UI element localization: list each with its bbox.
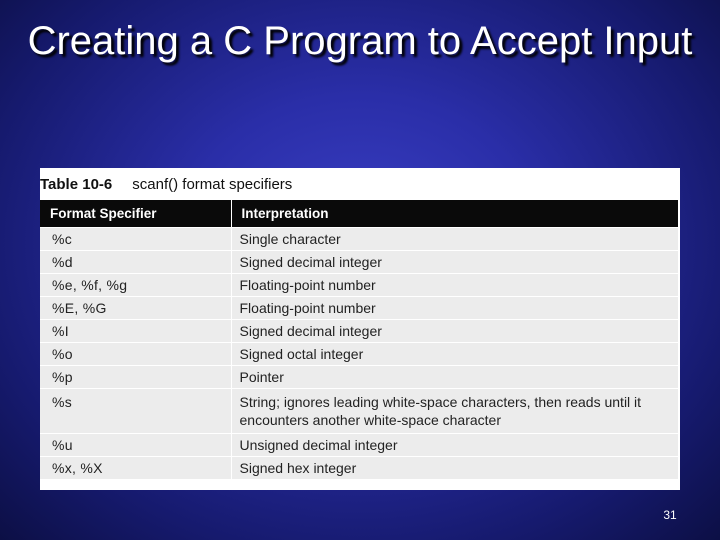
table-row — [40, 366, 678, 389]
page-number: 31 — [663, 508, 677, 522]
table-caption-number: Table 10-6 — [40, 176, 113, 193]
column-header-interpretation: Interpretation — [231, 200, 678, 228]
table-row — [40, 228, 678, 251]
specifier-cell: %s — [40, 389, 231, 434]
interpretation-cell: Signed decimal integer — [231, 251, 678, 274]
column-header-format-specifier: Format Specifier — [40, 200, 231, 228]
table-caption-text: scanf() format specifiers — [132, 176, 293, 193]
format-specifier-table — [40, 200, 678, 479]
interpretation-cell: Signed octal integer — [231, 343, 678, 366]
interpretation-cell: Floating-point number — [231, 274, 678, 297]
interpretation-cell: Floating-point number — [231, 297, 678, 320]
interpretation-cell: Signed decimal integer — [231, 320, 678, 343]
interpretation-cell: String; ignores leading white-space characters, then reads until it encounters another white-space character — [231, 389, 678, 434]
specifier-cell: %I — [40, 320, 231, 343]
table-row — [40, 320, 678, 343]
table-row — [40, 274, 678, 297]
specifier-cell: %u — [40, 434, 231, 457]
specifier-cell: %e, %f, %g — [40, 274, 231, 297]
specifier-cell: %d — [40, 251, 231, 274]
table-row — [40, 389, 678, 434]
table-row — [40, 251, 678, 274]
table-row — [40, 297, 678, 320]
slide-title: Creating a C Program to Accept Input — [27, 19, 693, 63]
interpretation-cell: Pointer — [231, 366, 678, 389]
specifier-cell: %x, %X — [40, 457, 231, 480]
specifier-cell: %c — [40, 228, 231, 251]
specifier-cell: %o — [40, 343, 231, 366]
table-caption — [40, 176, 292, 193]
interpretation-cell: Unsigned decimal integer — [231, 434, 678, 457]
table-header-row — [40, 200, 678, 228]
interpretation-cell: Single character — [231, 228, 678, 251]
table-row — [40, 434, 678, 457]
interpretation-cell: Signed hex integer — [231, 457, 678, 480]
table-row — [40, 457, 678, 480]
specifier-cell: %E, %G — [40, 297, 231, 320]
specifier-cell: %p — [40, 366, 231, 389]
table-row — [40, 343, 678, 366]
table-panel — [40, 168, 680, 490]
